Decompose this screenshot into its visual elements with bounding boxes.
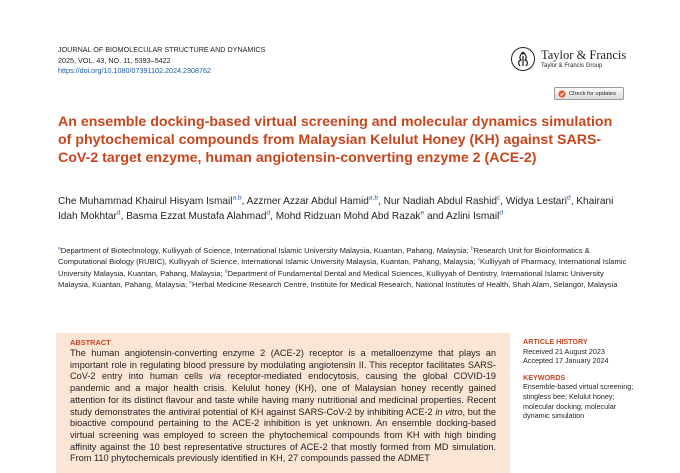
affiliation-marker: b bbox=[470, 246, 474, 252]
author-name[interactable]: Khairani Idah Mokhtar bbox=[58, 196, 614, 222]
author-name[interactable]: Widya Lestari bbox=[505, 196, 568, 207]
author-affiliation-marker: d bbox=[266, 209, 271, 217]
abstract-segment: receptor-mediated endocytosis, causing the global COVID-19 pandemic and a major health crisis. Kelulut honey (KH), one of Malaysian honey recently gained attention for its distinct flavour and taste while having many nutritional and medicinal properties. Recent study demonstrates the antiviral potential of KH against SARS-CoV-2 by inhibiting ACE-2 bbox=[70, 371, 496, 417]
taylor-francis-logo-icon bbox=[511, 47, 535, 71]
abstract-text bbox=[70, 348, 496, 465]
affiliation-marker: d bbox=[224, 269, 228, 275]
affiliation-text: Research Unit for Bioinformatics & Computational Biology (RUBIC), Kulliyyah of Science, International Islamic University Malaysia, Kuantan, Pahang, Malaysia; bbox=[58, 246, 590, 267]
abstract-segment: The human angiotensin-converting enzyme 2 (ACE-2) receptor is a metalloenzyme that plays an important role in regulating blood pressure by modulating angiotensin II. This receptor facilitates SARS-CoV-2 entry into human cells bbox=[70, 348, 496, 382]
affiliation-text: Department of Fundamental Dental and Medical Sciences, Kulliyyah of Dentistry, International Islamic University Malaysia, Kuantan, Pahang, Malaysia; bbox=[58, 268, 604, 289]
author-affiliation-marker: d bbox=[116, 209, 121, 217]
author-affiliation-marker: d bbox=[567, 194, 571, 202]
journal-volume: 2025, VOL. 43, NO. 11, 5393–5422 bbox=[58, 55, 171, 65]
affiliations bbox=[58, 245, 628, 290]
abstract-italic-term: via bbox=[209, 371, 221, 382]
article-sidebar bbox=[523, 337, 643, 428]
doi-link[interactable]: https://doi.org/10.1080/07391102.2024.2308762 bbox=[58, 66, 211, 75]
author-name[interactable]: Mohd Ridzuan Mohd Abd Razak bbox=[275, 210, 421, 222]
author-affiliation-marker: a,b bbox=[232, 194, 242, 202]
author-list: Che Muhammad Khairul Hisyam Ismail$^{a,b}$, Azzmer Azzar Abdul Hamid$^{a,b}$, Nur Nadiah Abdul Rashid$^c$, Widya Lestari$^d$, Khairani Idah Mokhtar$^d$, Basma Ezzat Mustafa Alahmad$^d$, Mohd Ridzuan Mohd Abd Razak$^e$ and Azlini Ismail$^d$ bbox=[58, 194, 614, 222]
abstract-segment: , but the bioactive compound pertaining to the ACE-2 inhibition is yet unknown. An ensemble docking-based virtual screening was employed to screen the phytochemical compounds from KH with high binding affinity against the 10 best representative structures of ACE-2 that mostly formed from MD simulation. From 110 phytochemicals previously identified in KH, 27 compounds passed the ADMET bbox=[70, 406, 497, 464]
journal-name: JOURNAL OF BIOMOLECULAR STRUCTURE AND DYNAMICS bbox=[58, 45, 266, 54]
check-updates-icon bbox=[558, 90, 566, 98]
received-date: Received 21 August 2023 bbox=[523, 346, 605, 356]
affiliation-text: Herbal Medicine Research Centre, Institute for Medical Research, National Institutes of Health, Shah Alam, Selangor, Malaysia bbox=[192, 279, 618, 289]
article-history-heading: ARTICLE HISTORY bbox=[523, 337, 588, 346]
authors-and: and bbox=[426, 210, 444, 222]
author-affiliation-marker: e bbox=[420, 209, 425, 217]
affiliation-text: Kulliyyah of Pharmacy, International Islamic University Malaysia, Kuantan, Pahang, Malaysia; bbox=[58, 257, 627, 278]
abstract-heading: ABSTRACT bbox=[70, 338, 111, 347]
affiliation-marker: c bbox=[477, 257, 481, 263]
author-name[interactable]: Basma Ezzat Mustafa Alahmad bbox=[126, 210, 267, 222]
article-history bbox=[523, 337, 643, 366]
author-affiliation-marker: d bbox=[499, 209, 503, 217]
affiliation-marker: e bbox=[189, 280, 193, 286]
article-title: An ensemble docking-based virtual screening and molecular dynamics simulation of phytochemical compounds from Malaysian Kelulut Honey (KH) against SARS-CoV-2 target enzyme, human angiotensin-converting enzyme 2 (ACE-2) bbox=[58, 114, 613, 167]
publisher-logo bbox=[511, 47, 626, 71]
check-updates-button[interactable] bbox=[554, 87, 624, 100]
affiliation-marker: a bbox=[58, 246, 61, 252]
keywords bbox=[523, 373, 643, 421]
keywords-heading: KEYWORDS bbox=[523, 372, 566, 382]
journal-header bbox=[58, 45, 265, 77]
affiliation-text: Department of Biotechnology, Kulliyyah of Science, International Islamic University Malaysia, Kuantan, Pahang, Malaysia; bbox=[60, 246, 469, 255]
abstract-italic-term: in vitro bbox=[435, 406, 463, 417]
author-name[interactable]: Azlini Ismail bbox=[446, 210, 500, 222]
check-updates-label: Check for updates bbox=[569, 90, 617, 97]
author-name[interactable]: Nur Nadiah Abdul Rashid bbox=[383, 196, 497, 207]
accepted-date: Accepted 17 January 2024 bbox=[523, 356, 609, 366]
abstract-box bbox=[56, 333, 510, 473]
publisher-group: Taylor & Francis Group bbox=[541, 62, 603, 69]
author-affiliation-marker: a,b bbox=[368, 194, 379, 202]
author-affiliation-marker: c bbox=[496, 194, 501, 202]
author-name[interactable]: Che Muhammad Khairul Hisyam Ismail bbox=[58, 196, 233, 207]
keywords-text: Ensemble-based virtual screening; stingless bee; Kelulut honey; molecular docking; molecular dynamic simulation bbox=[523, 382, 634, 421]
author-name[interactable]: Azzmer Azzar Abdul Hamid bbox=[246, 196, 369, 207]
publisher-name: Taylor & Francis bbox=[541, 47, 627, 62]
